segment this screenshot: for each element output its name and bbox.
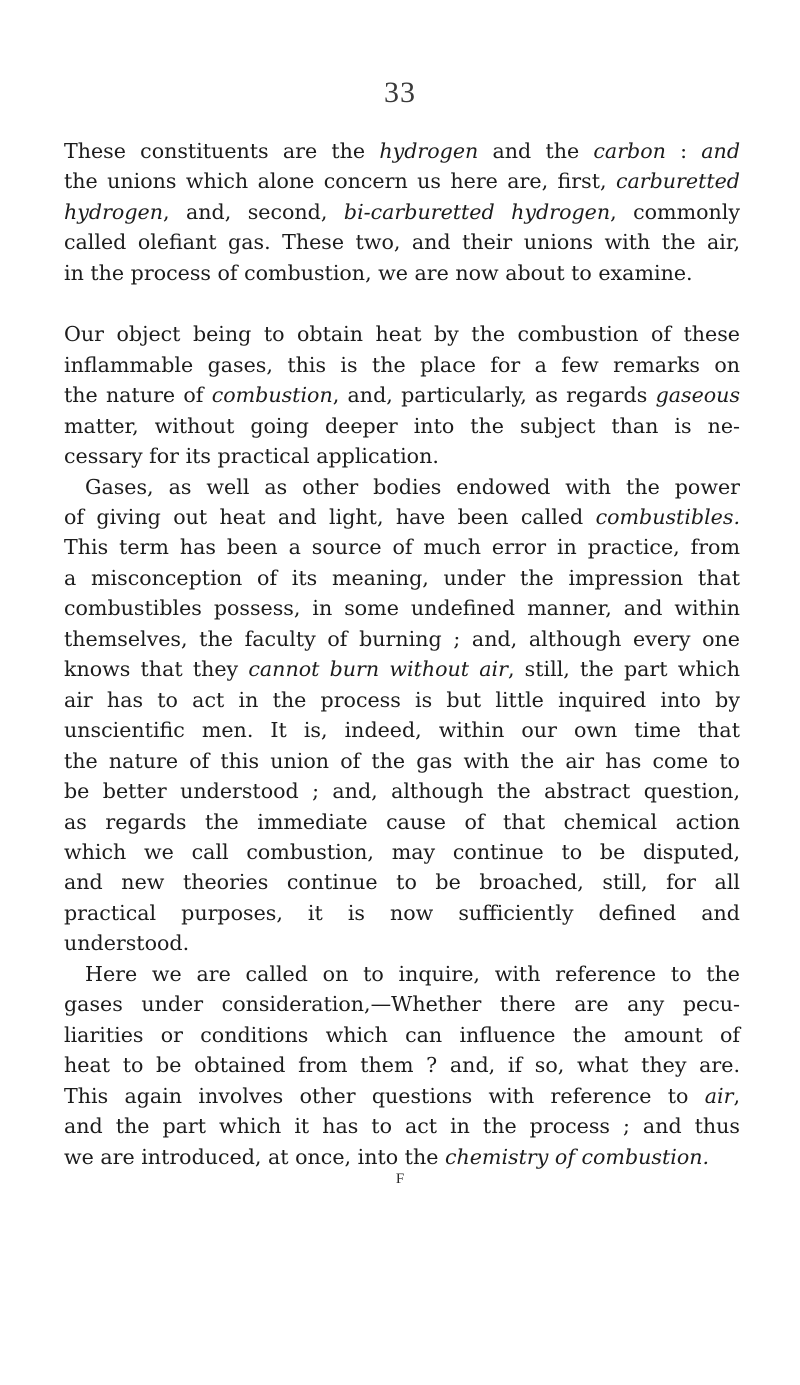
text-line: [64, 685, 740, 715]
paragraph-2: [64, 319, 740, 471]
text-line: [64, 350, 740, 380]
text-run: the nature of this union of the gas with the air has come to: [64, 748, 740, 773]
text-line: [64, 532, 740, 562]
text-run: This term has been a source of much error in practice, from: [64, 535, 740, 560]
italic-text: air: [704, 1083, 734, 1108]
italic-text: chemistry of combustion.: [444, 1144, 710, 1169]
italic-text: and: [701, 139, 741, 163]
text-run: combustibles possess, in some undefined manner, and within: [64, 596, 740, 621]
text-line: [64, 472, 740, 502]
text-run: which we call combustion, may continue to be disputed,: [64, 839, 740, 864]
text-run: These constituents are the: [64, 139, 380, 163]
text-run: matter, without going deeper into the subject than is ne-: [64, 413, 740, 438]
paragraph-3: [64, 472, 740, 959]
text-line: [64, 593, 740, 623]
text-run: be better understood ; and, although the abstract question,: [64, 779, 740, 804]
italic-text: carbon: [593, 139, 666, 163]
text-line: [64, 1142, 740, 1172]
text-run: the unions which alone concern us here are, first,: [64, 169, 616, 194]
italic-text: combustion: [211, 383, 333, 408]
text-run: :: [665, 139, 702, 163]
text-run: inflammable gases, this is the place for a few remarks on: [64, 352, 740, 377]
text-run: ,: [733, 1083, 740, 1108]
text-run: in the process of combustion, we are now about to examine.: [64, 260, 693, 285]
text-run: the nature of: [64, 383, 212, 408]
text-line: [64, 928, 740, 958]
text-run: themselves, the faculty of burning ; and, although every one: [64, 626, 740, 651]
text-run: and the: [478, 139, 594, 163]
text-run: cessary for its practical application.: [64, 444, 439, 469]
italic-text: carburetted: [615, 169, 740, 194]
text-run: , and, second,: [162, 199, 344, 224]
page-number: 33: [384, 76, 416, 109]
text-line: [64, 807, 740, 837]
text-run: as regards the immediate cause of that chemical action: [64, 809, 740, 834]
italic-text: hydrogen: [64, 199, 163, 224]
text-run: heat to be obtained from them ? and, if so, what they are.: [64, 1053, 740, 1078]
text-line: [64, 502, 740, 532]
text-run: gases under consideration,—Whether there are any pecu-: [64, 992, 740, 1017]
text-run: air has to act in the process is but little inquired into by: [64, 687, 740, 712]
text-line: [64, 989, 740, 1019]
italic-text: bi-carburetted hydrogen: [343, 199, 611, 224]
text-line: [64, 959, 740, 989]
text-run: practical purposes, it is now sufficiently defined and: [64, 900, 740, 925]
text-run: and new theories continue to be broached, still, for all: [64, 870, 740, 895]
italic-text: cannot burn without air: [248, 657, 508, 682]
text-line: [64, 258, 740, 288]
text-run: a misconception of its meaning, under the impression that: [64, 565, 740, 590]
text-run: of giving out heat and light, have been called: [64, 504, 596, 529]
text-run: and the part which it has to act in the process ; and thus: [64, 1114, 740, 1139]
text-run: This again involves other questions with reference to: [64, 1083, 705, 1108]
text-run: knows that they: [64, 657, 249, 682]
text-run: Here we are called on to inquire, with reference to the: [85, 961, 740, 986]
text-run: liarities or conditions which can influence the amount of: [64, 1022, 740, 1047]
text-line: [64, 837, 740, 867]
text-line: [64, 1020, 740, 1050]
paragraph-1: [64, 136, 740, 288]
text-run: , still, the part which: [507, 657, 740, 682]
text-line: [64, 563, 740, 593]
body-text: [64, 136, 740, 1172]
text-run: , and, particularly, as regards: [332, 383, 656, 408]
text-line: [64, 715, 740, 745]
italic-text: gaseous: [655, 383, 741, 408]
text-line: [64, 441, 740, 471]
text-run: understood.: [64, 931, 190, 956]
text-run: called olefiant gas. These two, and their unions with the air,: [64, 230, 740, 255]
text-run: , commonly: [610, 199, 740, 224]
italic-text: hydrogen: [379, 139, 479, 163]
text-line: [64, 166, 740, 196]
text-line: [64, 227, 740, 257]
italic-text: combustibles.: [595, 504, 740, 529]
text-line: [64, 319, 740, 349]
text-run: unscientific men. It is, indeed, within our own time that: [64, 718, 740, 743]
text-line: [64, 654, 740, 684]
text-line: [64, 1050, 740, 1080]
text-line: [64, 197, 740, 227]
text-line: [64, 746, 740, 776]
text-line: [64, 411, 740, 441]
text-line: [64, 1111, 740, 1141]
paragraph-4: [64, 959, 740, 1172]
signature-mark: F: [395, 1171, 405, 1187]
text-run: we are introduced, at once, into the: [64, 1144, 445, 1169]
text-line: [64, 380, 740, 410]
text-line: [64, 898, 740, 928]
text-run: Our object being to obtain heat by the combustion of these: [64, 322, 740, 347]
text-line: [64, 1081, 740, 1111]
text-line: [64, 867, 740, 897]
text-line: [64, 776, 740, 806]
text-line: [64, 136, 740, 166]
text-run: Gases, as well as other bodies endowed with the power: [85, 474, 740, 499]
text-line: [64, 624, 740, 654]
